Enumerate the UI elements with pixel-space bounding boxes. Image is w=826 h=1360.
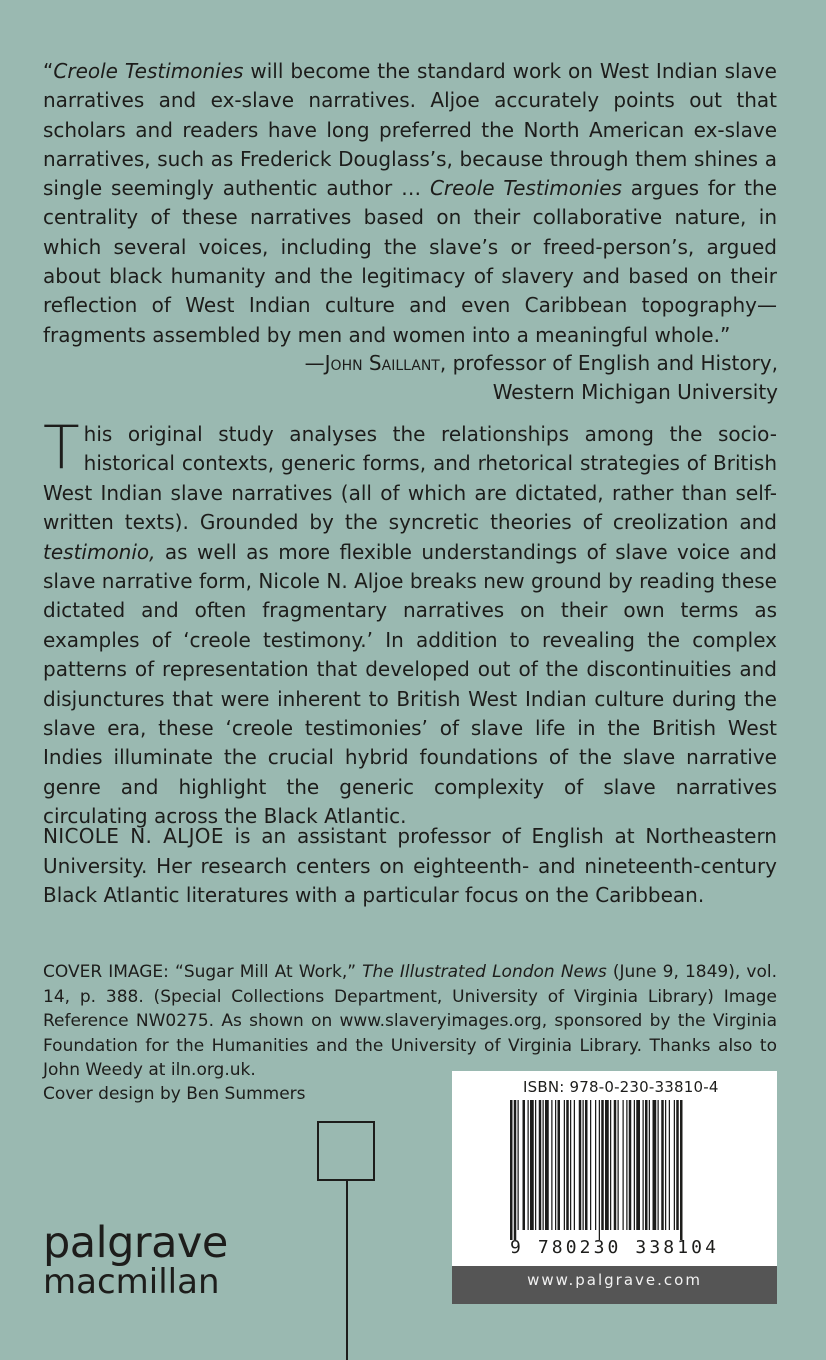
- barcode-bar: [583, 1100, 584, 1230]
- description-part1: his original study analyses the relationships among the socio-historical contexts, generic forms, and rhetorical strategies of British West Indian slave narratives (all of which are dictated, rather than self-written texts). Grounded by the syncretic theories of creolization and: [43, 422, 777, 535]
- barcode-bar: [535, 1100, 536, 1230]
- barcode-bar: [623, 1100, 624, 1230]
- barcode-bar: [665, 1100, 666, 1230]
- author-bio: [43, 822, 777, 911]
- barcode-bar: [634, 1100, 635, 1230]
- barcode-bar: [626, 1100, 627, 1230]
- attribution-affiliation: Western Michigan University: [492, 380, 778, 404]
- description-part2: as well as more flexible understandings of slave voice and slave narrative form, Nicole N. Aljoe breaks new ground by reading these dictated and often fragmentary narratives on their own terms as examples of ‘creole testimony.’ In addition to revealing the complex patterns of representation that developed out of the discontinuities and disjunctures that were inherent to British West Indian culture during the slave era, these ‘creole testimonies’ of slave life in the British West Indies illuminate the crucial hybrid foundations of the slave narrative genre and highlight the generic complexity of slave narratives circulating across the Black Atlantic.: [43, 539, 777, 829]
- attribution-role: , professor of English and History,: [439, 351, 778, 375]
- book-description: [43, 413, 777, 832]
- barcode-bar: [510, 1100, 513, 1240]
- barcode-bar: [599, 1100, 600, 1240]
- barcode-bar: [543, 1100, 544, 1230]
- endorsement-quote: [43, 57, 777, 350]
- barcode-bar: [566, 1100, 569, 1230]
- barcode-bar: [570, 1100, 571, 1230]
- quote-book-title: Creole Testimonies: [53, 59, 244, 83]
- drop-cap: T: [43, 413, 80, 483]
- attribution-dash: —: [304, 351, 325, 375]
- quote-text-part1: will become the standard work on West Indian slave narratives and ex-slave narratives. Aljoe accurately points out that scholars and readers have long preferred the North American ex-slave narratives, such as Frederick Douglass’s, because through them shines a single seemingly authentic author …: [43, 59, 777, 201]
- barcode-bar: [680, 1100, 683, 1240]
- quote-attribution: [305, 349, 778, 407]
- barcode-bar: [653, 1100, 657, 1230]
- barcode-bar: [645, 1100, 648, 1230]
- barcode-bar: [605, 1100, 609, 1230]
- barcode-bar: [610, 1100, 611, 1230]
- barcode-bar: [528, 1100, 529, 1230]
- barcode-bar: [661, 1100, 664, 1230]
- barcode-bar: [618, 1100, 619, 1230]
- isbn-label: ISBN: 978-0-230-33810-4: [523, 1078, 719, 1096]
- barcode-panel: [452, 1071, 777, 1304]
- credit-publication: The Illustrated London News: [362, 962, 607, 982]
- barcode-bar: [523, 1100, 526, 1230]
- barcode-bar: [601, 1100, 604, 1230]
- barcode-bar: [643, 1100, 644, 1230]
- barcode-bar: [636, 1100, 640, 1230]
- quote-open-mark: “: [43, 59, 54, 83]
- publisher-website: www.palgrave.com: [452, 1266, 777, 1304]
- barcode-bar: [545, 1100, 549, 1230]
- barcode-bar: [514, 1100, 517, 1240]
- barcode-bar: [590, 1100, 591, 1230]
- barcode-bar: [551, 1100, 552, 1230]
- barcode-bar: [674, 1100, 675, 1230]
- logo-word-macmillan: macmillan: [43, 1262, 220, 1302]
- barcode-bar: [558, 1100, 561, 1230]
- credit-part2: (June 9, 1849), vol. 14, p. 388. (Special Collections Department, University of Virginia Library) Image Reference NW0275. As shown on www.slaveryimages.org, sponsored by the Virginia Foundation for the Humanities and the University of Virginia Library. Thanks also to John Weedy at iln.org.uk.: [43, 962, 777, 1081]
- attribution-name: John Saillant: [324, 351, 440, 375]
- barcode-bar: [530, 1100, 534, 1230]
- isbn-barcode: [510, 1100, 730, 1240]
- palgrave-macmillan-logo: [43, 1218, 228, 1302]
- barcode-bar: [564, 1100, 565, 1230]
- barcode-bar: [595, 1100, 596, 1230]
- barcode-bar: [676, 1100, 679, 1230]
- barcode-bar: [629, 1100, 632, 1230]
- palgrave-logo-line: [346, 1181, 348, 1360]
- palgrave-logo-square: [317, 1121, 375, 1181]
- isbn-digits: 9 780230 338104: [510, 1237, 720, 1258]
- credit-part1: COVER IMAGE: “Sugar Mill At Work,”: [43, 962, 363, 982]
- description-italic-term: testimonio,: [43, 539, 156, 564]
- barcode-bar: [658, 1100, 659, 1230]
- cover-design-credit: Cover design by Ben Summers: [43, 1084, 306, 1104]
- author-name: NICOLE N. ALJOE: [43, 824, 224, 848]
- barcode-bar: [669, 1100, 670, 1230]
- cover-image-credit: [43, 960, 777, 1083]
- barcode-bar: [614, 1100, 617, 1230]
- barcode-bar: [555, 1100, 556, 1230]
- barcode-bar: [579, 1100, 582, 1230]
- logo-word-palgrave: palgrave: [43, 1218, 228, 1268]
- author-bio-text: is an assistant professor of English at Northeastern University. Her research centers on eighteenth- and nineteenth-century Black Atlantic literatures with a particular focus on the Caribbean.: [43, 824, 777, 908]
- barcode-bar: [585, 1100, 588, 1230]
- barcode-bar: [574, 1100, 575, 1230]
- quote-book-title-2: Creole Testimonies: [429, 176, 622, 201]
- barcode-bar: [649, 1100, 650, 1230]
- barcode-bar: [539, 1100, 542, 1230]
- barcode-bar: [518, 1100, 519, 1230]
- quote-text-part2: argues for the centrality of these narratives based on their collaborative nature, in which several voices, including the slave’s or freed-person’s, argued about black humanity and the legitimacy of slavery and based on their reflection of West Indian culture and even Caribbean topography—fragments assembled by men and women into a meaningful whole.”: [43, 176, 778, 347]
